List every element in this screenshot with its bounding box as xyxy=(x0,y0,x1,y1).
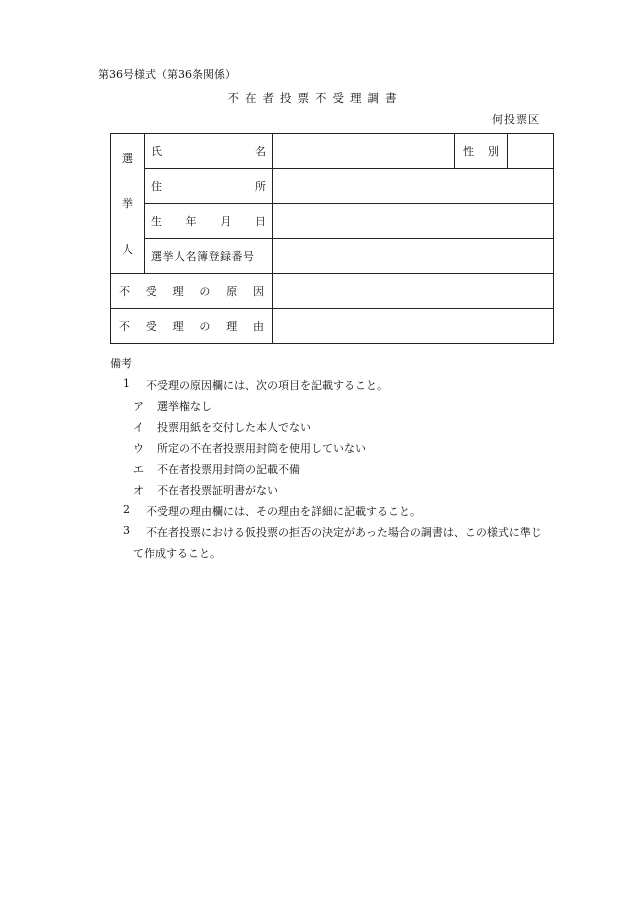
rejection-cause-field[interactable] xyxy=(273,274,554,309)
name-row xyxy=(111,134,554,169)
cause-label-char: の xyxy=(199,285,211,298)
cause-label-char: 理 xyxy=(172,285,184,298)
remark-number: 2 xyxy=(123,503,130,516)
reason-label-char: 理 xyxy=(226,320,238,333)
cause-label-char: 受 xyxy=(145,285,157,298)
register-number-label-cell xyxy=(145,239,273,274)
remark-number: 1 xyxy=(123,377,130,390)
gender-field[interactable] xyxy=(508,134,554,169)
name-label-char: 名 xyxy=(255,145,266,158)
register-number-label: 選挙人名簿登録番号 xyxy=(151,250,255,263)
form-number: 第36号様式（第36条関係） xyxy=(98,68,236,81)
name-field[interactable] xyxy=(273,134,455,169)
sub-item-mark: オ xyxy=(133,484,144,497)
birthdate-label-char: 生 xyxy=(151,215,162,228)
remark-number: 3 xyxy=(123,524,130,537)
address-row xyxy=(111,169,554,204)
reason-label-char: 不 xyxy=(119,320,130,333)
address-label-char: 所 xyxy=(255,180,266,193)
sub-item-mark: ア xyxy=(133,400,144,413)
rejection-reason-row xyxy=(111,309,554,344)
reason-label-char: の xyxy=(199,320,211,333)
remark-text: 不受理の理由欄には、その理由を詳細に記載すること。 xyxy=(146,505,421,518)
reason-label-char: 理 xyxy=(172,320,184,333)
rejection-cause-label-cell xyxy=(111,274,273,309)
sub-item-text: 不在者投票用封筒の記載不備 xyxy=(157,463,300,476)
remark-text: 不在者投票における仮投票の拒否の決定があった場合の調書は、この様式に準じ xyxy=(146,526,542,539)
gender-label-char: 性 xyxy=(463,145,474,158)
address-label-char: 住 xyxy=(151,180,162,193)
birthdate-label-char: 年 xyxy=(185,215,197,228)
cause-label-char: 原 xyxy=(226,285,238,298)
birthdate-row xyxy=(111,204,554,239)
birthdate-label-char: 月 xyxy=(220,215,232,228)
remark-text-continued: て作成すること。 xyxy=(133,547,221,560)
register-number-field[interactable] xyxy=(273,239,554,274)
cause-label-char: 因 xyxy=(252,285,264,298)
voter-label-char: 選 xyxy=(122,152,133,166)
form-title: 不在者投票不受理調書 xyxy=(227,91,403,105)
sub-item-text: 不在者投票証明書がない xyxy=(157,484,278,497)
sub-item-mark: ウ xyxy=(133,442,144,455)
cause-label-char: 不 xyxy=(119,285,130,298)
reason-label-char: 受 xyxy=(145,320,157,333)
sub-item-text: 投票用紙を交付した本人でない xyxy=(157,421,311,434)
sub-item-mark: エ xyxy=(133,463,144,476)
district-label: 何投票区 xyxy=(492,113,540,126)
rejection-cause-row xyxy=(111,274,554,309)
birthdate-label-cell xyxy=(145,204,273,239)
name-label-cell xyxy=(145,134,273,169)
reason-label-char: 由 xyxy=(252,320,264,333)
rejection-reason-field[interactable] xyxy=(273,309,554,344)
register-number-row xyxy=(111,239,554,274)
voter-label-cell xyxy=(111,134,145,274)
name-label-char: 氏 xyxy=(151,145,162,158)
sub-item-text: 選挙権なし xyxy=(157,400,212,413)
birthdate-field[interactable] xyxy=(273,204,554,239)
remarks-heading: 備考 xyxy=(110,357,132,370)
voter-label-char: 挙 xyxy=(122,197,133,211)
birthdate-label-char: 日 xyxy=(254,215,266,228)
address-label-cell xyxy=(145,169,273,204)
rejection-record-table xyxy=(110,133,554,344)
rejection-reason-label-cell xyxy=(111,309,273,344)
address-field[interactable] xyxy=(273,169,554,204)
sub-item-text: 所定の不在者投票用封筒を使用していない xyxy=(157,442,366,455)
voter-label-char: 人 xyxy=(122,242,133,256)
sub-item-mark: イ xyxy=(133,421,144,434)
gender-label-char: 別 xyxy=(488,145,499,158)
gender-label-cell xyxy=(455,134,508,169)
remark-text: 不受理の原因欄には、次の項目を記載すること。 xyxy=(146,379,388,392)
